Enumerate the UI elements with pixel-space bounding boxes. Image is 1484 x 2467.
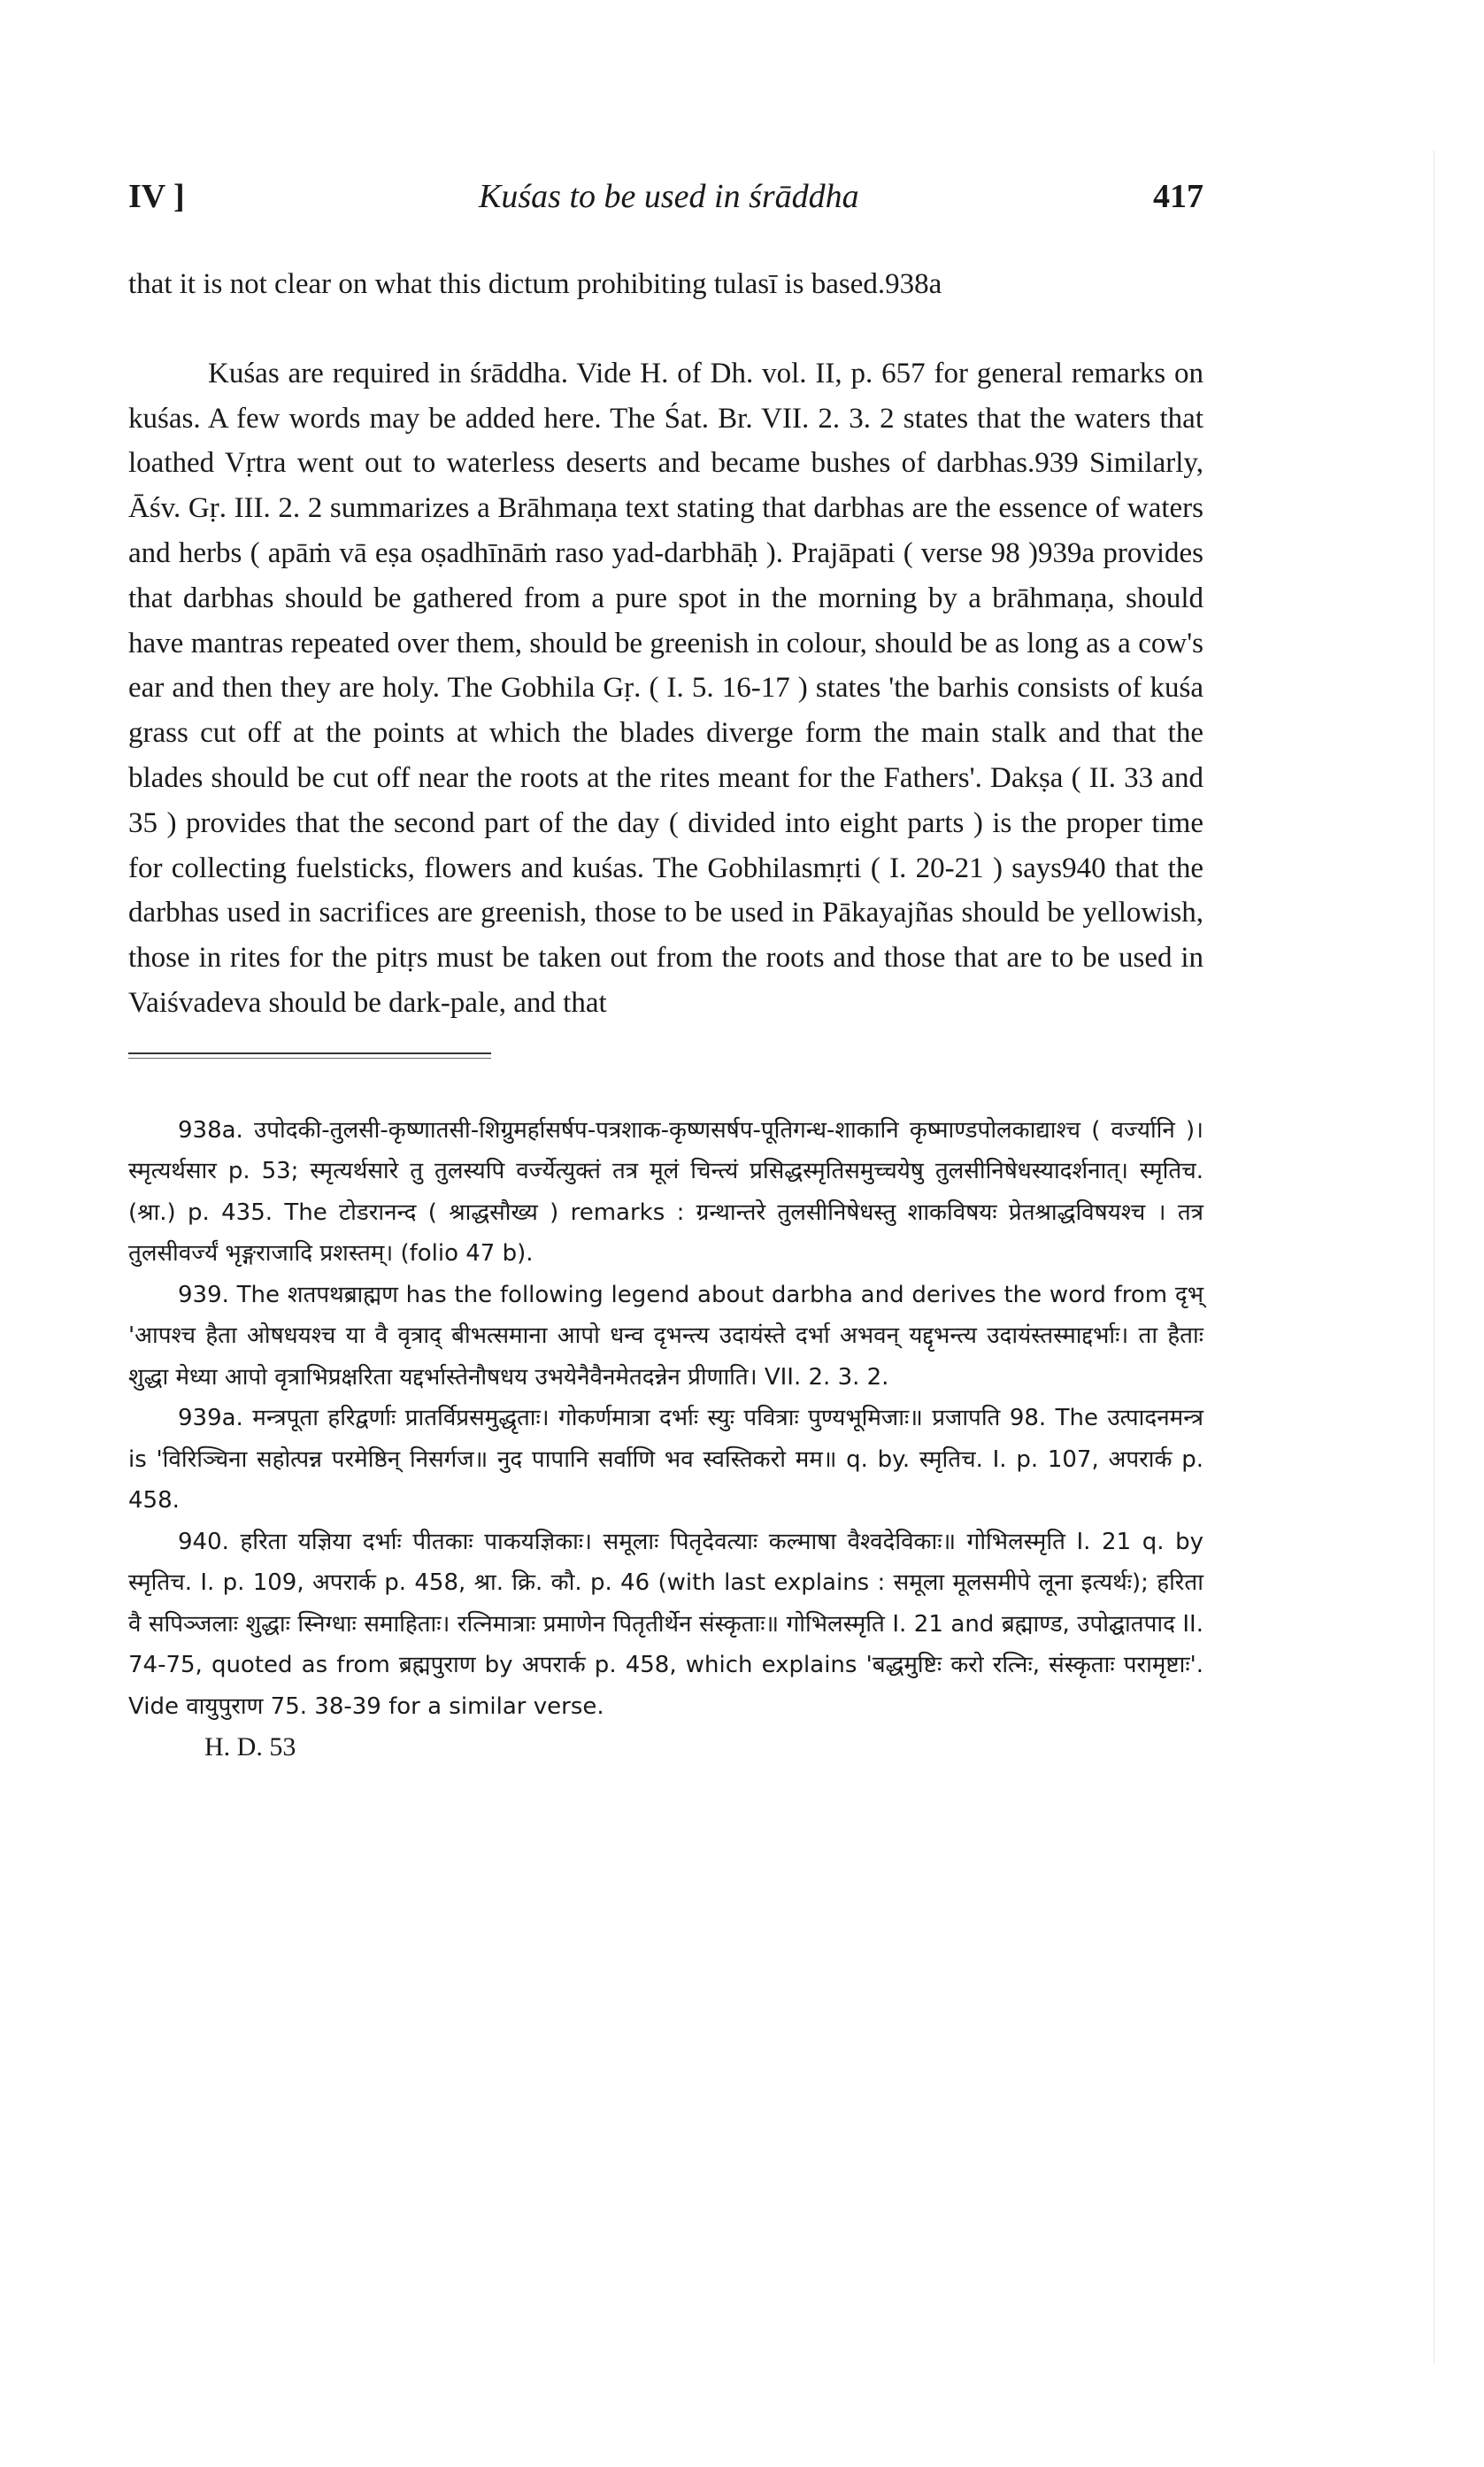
- running-title: Kuśas to be used in śrāddha: [479, 178, 859, 215]
- footnotes: [128, 1110, 1203, 1728]
- running-header: [128, 177, 1203, 216]
- chapter-number: IV ]: [128, 178, 185, 215]
- signature-mark: H. D. 53: [204, 1732, 296, 1762]
- footnote: 939a. मन्त्रपूता हरिद्वर्णाः प्रातर्विप्रसमुद्धृताः। गोकर्णमात्रा दर्भाः स्युः पवित्राः पुण्यभूमिजाः॥ प्रजापति 98. The उत्पादनमन्त्र is 'विरिञ्चिना सहोत्पन्न परमेष्ठिन् निसर्गज॥ नुद पापानि सर्वाणि भव स्वस्तिकरो मम॥ q. by. स्मृतिच. I. p. 107, अपरार्क p. 458.: [128, 1405, 1203, 1515]
- paragraph: that it is not clear on what this dictum prohibiting tulasī is based.938a: [128, 268, 942, 300]
- footnote: 940. हरिता यज्ञिया दर्भाः पीतकाः पाकयज्ञिकाः। समूलाः पितृदेवत्याः कल्माषा वैश्वदेविकाः॥ गोभिलस्मृति I. 21 q. by स्मृतिच. I. p. 109, अपरार्क p. 458, श्रा. क्रि. कौ. p. 46 (with last explains : समूला मूलसमीपे लूना इत्यर्थः); हरिता वै सपिञ्जलाः शुद्धाः स्निग्धाः समाहिताः। रत्निमात्राः प्रमाणेन पितृतीर्थेन संस्कृताः॥ गोभिलस्मृति I. 21 and ब्रह्माण्ड, उपोद्घातपाद II. 74-75, quoted as from ब्रह्मपुराण by अपरार्क p. 458, which explains 'बद्धमुष्टिः करो रत्निः, संस्कृताः परामृष्टाः'. Vide वायुपुराण 75. 38-39 for a similar verse.: [128, 1528, 1203, 1720]
- paragraph: Kuśas are required in śrāddha. Vide H. of Dh. vol. II, p. 657 for general remarks on kuśas. A few words may be added here. The Śat. Br. VII. 2. 3. 2 states that the waters that loathed Vṛtra went out to waterless deserts and became bushes of darbhas.939 Similarly, Āśv. Gṛ. III. 2. 2 summarizes a Brāhmaṇa text stating that darbhas are the essence of waters and herbs ( apāṁ vā eṣa oṣadhīnāṁ raso yad-darbhāḥ ). Prajāpati ( verse 98 )939a provides that darbhas should be gathered from a pure spot in the morning by a brāhmaṇa, should have mantras repeated over them, should be greenish in colour, should be as long as a cow's ear and then they are holy. The Gobhila Gṛ. ( I. 5. 16-17 ) states 'the barhis consists of kuśa grass cut off at the points at which the blades diverge form the main stalk and that the blades should be cut off near the roots at the rites meant for the Fathers'. Dakṣa ( II. 33 and 35 ) provides that the second part of the day ( divided into eight parts ) is the proper time for collecting fuelsticks, flowers and kuśas. The Gobhilasmṛti ( I. 20-21 ) says940 that the darbhas used in sacrifices are greenish, those to be used in Pākayajñas should be yellowish, those in rites for the pitṛs must be taken out from the roots and those that are to be used in Vaiśvadeva should be dark-pale, and that: [128, 357, 1203, 1019]
- footnote: 938a. उपोदकी-तुलसी-कृष्णातसी-शिग्रुमर्हासर्षप-पत्रशाक-कृष्णसर्षप-पूतिगन्ध-शाकानि कृष्माण्डपोलकाद्याश्च ( वर्ज्यानि )। स्मृत्यर्थसार p. 53; स्मृत्यर्थसारे तु तुलस्यपि वर्ज्येत्युक्तं तत्र मूलं चिन्त्यं प्रसिद्धस्मृतिसमुच्चयेषु तुलसीनिषेधस्यादर्शनात्। स्मृतिच. (श्रा.) p. 435. The टोडरानन्द ( श्राद्धसौख्य ) remarks : ग्रन्थान्तरे तुलसीनिषेधस्तु शाकविषयः प्रेतश्राद्धविषयश्च । तत्र तुलसीवर्ज्यं भृङ्गराजादि प्रशस्तम्। (folio 47 b).: [128, 1116, 1203, 1268]
- footnote: 939. The शतपथब्राह्मण has the following legend about darbha and derives the word from दृभ् 'आपश्च हैता ओषधयश्च या वै वृत्राद् बीभत्समाना आपो धन्व दृभन्त्य उदायंस्ते दर्भा अभवन् यद्दृभन्त्य उदायंस्तस्माद्दर्भाः। ता हैताः शुद्धा मेध्या आपो वृत्राभिप्रक्षरिता यद्दर्भास्तेनौषधय उभयेनैवैनमेतदन्नेन प्रीणाति। VII. 2. 3. 2.: [128, 1281, 1203, 1391]
- footnote-divider: [128, 1052, 491, 1059]
- book-page: [128, 177, 1203, 1762]
- page-number: 417: [1153, 178, 1203, 215]
- main-text: [128, 262, 1203, 1026]
